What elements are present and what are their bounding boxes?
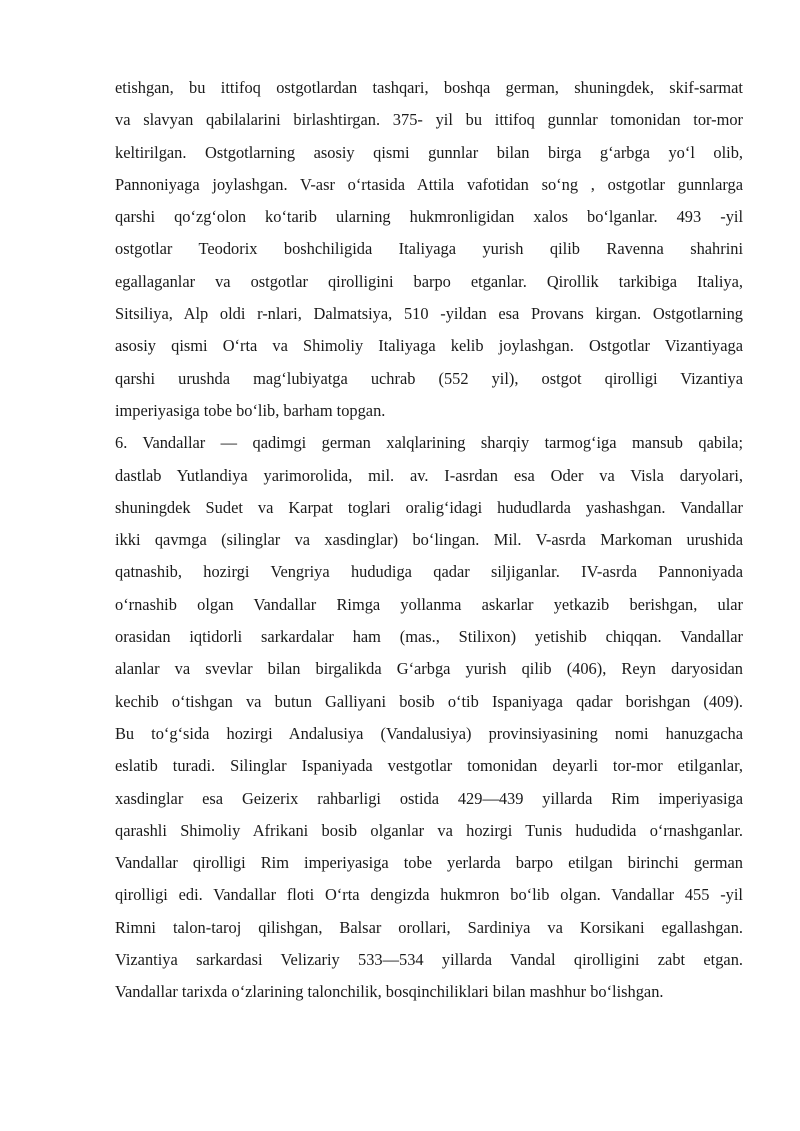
text-line: asosiy qismi O‘rta va Shimoliy Italiyaga kelib joylashgan. Ostgotlar Vizantiyaga — [115, 336, 743, 356]
text-line: shuningdek Sudet va Karpat toglari oralig‘idagi hududlarda yashashgan. Vandallar — [115, 497, 743, 517]
paragraph-end-line: imperiyasiga tobe bo‘lib, barham topgan. — [115, 400, 386, 420]
text-line: o‘rnashib olgan Vandallar Rimga yollanma askarlar yetkazib berishgan, ular — [115, 594, 743, 614]
text-line: dastlab Yutlandiya yarimorolida, mil. av. I-asrdan esa Oder va Visla daryolari, — [115, 465, 743, 485]
text-line: Vandallar qirolligi Rim imperiyasiga tobe yerlarda barpo etilgan birinchi german — [115, 853, 743, 873]
text-line: ikki qavmga (silinglar va xasdinglar) bo‘lingan. Mil. V-asrda Markoman urushida — [115, 530, 743, 550]
text-line: keltirilgan. Ostgotlarning asosiy qismi gunnlar bilan birga g‘arbga yo‘l olib, — [115, 142, 743, 162]
text-line: Sitsiliya, Alp oldi r-nlari, Dalmatsiya, 510 -yildan esa Provans kirgan. Ostgotlarning — [115, 304, 743, 324]
document-page — [115, 72, 743, 1009]
text-line: xasdinglar esa Geizerix rahbarligi ostida 429—439 yillarda Rim imperiyasiga — [115, 788, 743, 808]
text-line: Rimni talon-taroj qilishgan, Balsar orollari, Sardiniya va Korsikani egallashgan. — [115, 917, 743, 937]
text-line: qirolligi edi. Vandallar floti O‘rta dengizda hukmron bo‘lib olgan. Vandallar 455 -yil — [115, 885, 743, 905]
text-line: Pannoniyaga joylashgan. V-asr o‘rtasida Attila vafotidan so‘ng , ostgotlar gunnlarga — [115, 174, 743, 194]
text-line: kechib o‘tishgan va butun Galliyani bosib o‘tib Ispaniyaga qadar borishgan (409). — [115, 691, 743, 711]
text-line: etishgan, bu ittifoq ostgotlardan tashqari, boshqa german, shuningdek, skif-sarmat — [115, 78, 743, 97]
text-line: alanlar va svevlar bilan birgalikda G‘arbga yurish qilib (406), Reyn daryosidan — [115, 659, 743, 679]
text-line: ostgotlar Teodorix boshchiligida Italiyaga yurish qilib Ravenna shahrini — [115, 239, 743, 259]
text-line: Bu to‘g‘sida hozirgi Andalusiya (Vandalusiya) provinsiyasining nomi hanuzgacha — [115, 723, 743, 743]
text-line: eslatib turadi. Silinglar Ispaniyada vestgotlar tomonidan deyarli tor-mor etilganlar, — [115, 756, 743, 776]
text-line: qarshi qo‘zg‘olon ko‘tarib ularning hukmronligidan xalos bo‘lganlar. 493 -yil — [115, 207, 743, 227]
paragraph-end-line: Vandallar tarixda o‘zlarining talonchilik, bosqinchiliklari bilan mashhur bo‘lishgan. — [115, 982, 664, 1002]
text-line: qatnashib, hozirgi Vengriya hududiga qadar siljiganlar. IV-asrda Pannoniyada — [115, 562, 743, 582]
text-line: orasidan iqtidorli sarkardalar ham (mas., Stilixon) yetishib chiqqan. Vandallar — [115, 627, 743, 647]
text-line: va slavyan qabilalarini birlashtirgan. 375- yil bu ittifoq gunnlar tomonidan tor-mor — [115, 110, 743, 130]
text-line: qarshi urushda mag‘lubiyatga uchrab (552 yil), ostgot qirolligi Vizantiya — [115, 368, 743, 388]
text-line: qarashli Shimoliy Afrikani bosib olganlar va hozirgi Tunis hududida o‘rnashganlar. — [115, 820, 743, 840]
text-line: egallaganlar va ostgotlar qirolligini barpo etganlar. Qirollik tarkibiga Italiya, — [115, 271, 743, 291]
section-heading-line: 6. Vandallar — qadimgi german xalqlarining sharqiy tarmog‘iga mansub qabila; — [115, 433, 743, 453]
text-line: Vizantiya sarkardasi Velizariy 533—534 yillarda Vandal qirolligini zabt etgan. — [115, 950, 743, 970]
